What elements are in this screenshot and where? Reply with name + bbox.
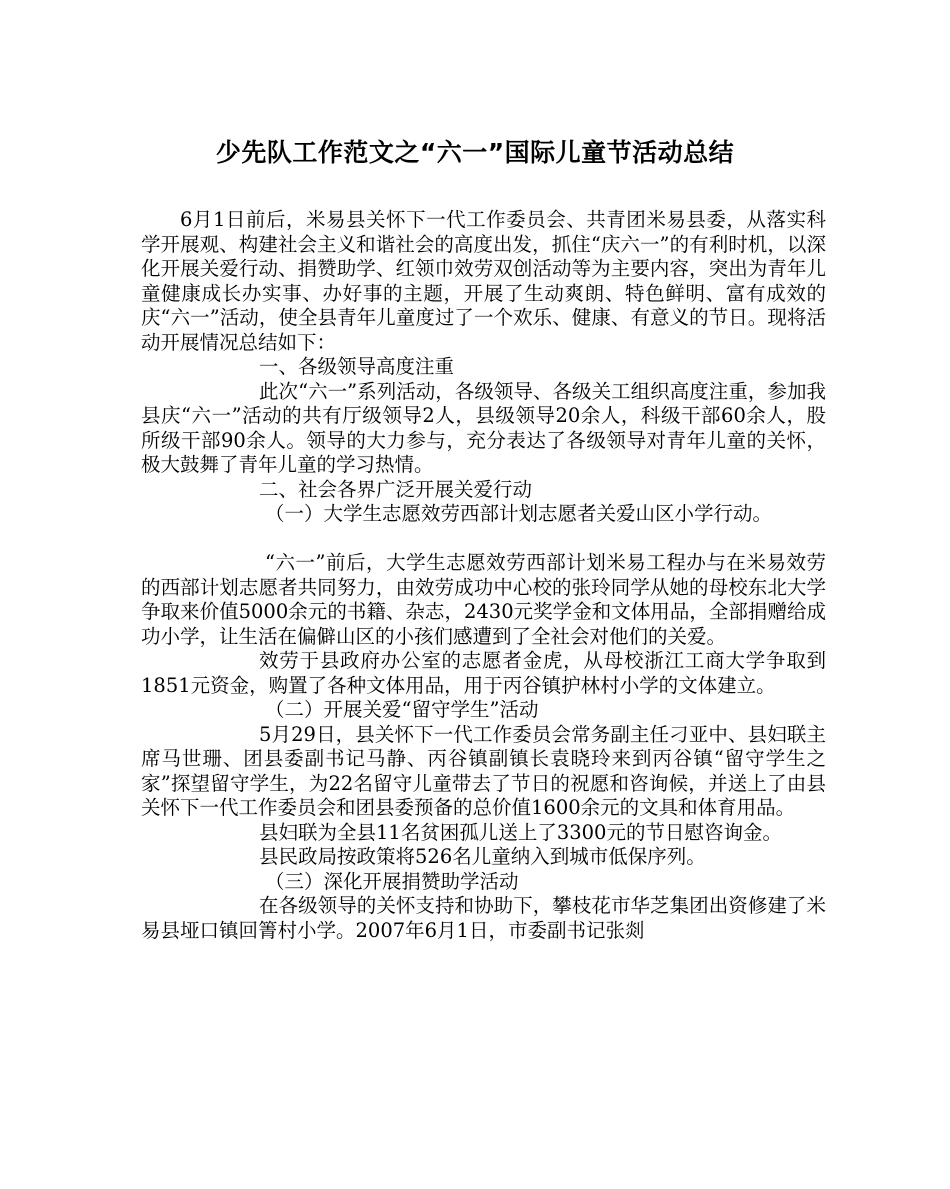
blank-line	[141, 527, 826, 552]
paragraph-civil-affairs: 县民政局按政策将526名儿童纳入到城市低保序列。	[259, 845, 706, 868]
paragraph-intro: 6月1日前后，米易县关怀下一代工作委员会、共青团米易县委，从落实科学开展观、构建社会主义和谐社会的高度出发，抓住“庆六一”的有利时机，以深化开展关爱行动、捐赞助学、红领巾效劳双创活动等为主要内容，突出为青年儿童健康成长办实事、办好事的主题，开展了生动爽朗、特色鲜明、富有成效的庆“六一”活动，使全县青年儿童度过了一个欢乐、健康、有意义的节日。现将活动开展情况总结如下：	[141, 208, 826, 354]
paragraph-leadership: 此次“六一”系列活动，各级领导、各级关工组织高度注重，参加我县庆“六一”活动的共有厅级领导2人，县级领导20余人，科级干部60余人，股所级干部90余人。领导的大力参与，充分表达了各级领导对青年儿童的关怀，极大鼓舞了青年儿童的学习热情。	[141, 379, 826, 476]
paragraph-womens-federation: 县妇联为全县11名贫困孤儿送上了3300元的节日慰咨询金。	[259, 820, 782, 844]
subsection-heading-3: （三）深化开展捐赞助学活动	[265, 869, 519, 893]
document-title: 少先队工作范文之“六一”国际儿童节活动总结	[215, 138, 735, 167]
section-heading-1: 一、各级领导高度注重	[259, 355, 455, 378]
section-heading-2: 二、社会各界广泛开展关爱行动	[259, 477, 533, 501]
subsection-heading-2: （二）开展关爱“留守学生”活动	[265, 698, 539, 721]
paragraph-left-behind: 5月29日，县关怀下一代工作委员会常务副主任刁亚中、县妇联主席马世珊、团县委副书记马静、丙谷镇副镇长袁晓玲来到丙谷镇“留守学生之家”探望留守学生，为22名留守儿童带去了节日的祝愿和咨询候，并送上了由县关怀下一代工作委员会和团县委预备的总价值1600余元的文具和体育用品。	[141, 722, 826, 819]
paragraph-jinhu: 效劳于县政府办公室的志愿者金虎，从母校浙江工商大学争取到1851元资金，购置了各种文体用品，用于丙谷镇护林村小学的文体建立。	[141, 649, 826, 697]
document-body	[141, 208, 826, 943]
paragraph-donations: 在各级领导的关怀支持和协助下，攀枝花市华芝集团出资修建了米易县垭口镇回箐村小学。2007年6月1日，市委副书记张剡	[141, 894, 826, 942]
subsection-heading-1: （一）大学生志愿效劳西部计划志愿者关爱山区小学行动。	[265, 502, 773, 525]
paragraph-volunteers: “六一”前后，大学生志愿效劳西部计划米易工程办与在米易效劳的西部计划志愿者共同努力，由效劳成功中心校的张玲同学从她的母校东北大学争取来价值5000余元的书籍、杂志，2430元奖学金和文体用品，全部捐赠给成功小学，让生活在偏僻山区的小孩们感遭到了全社会对他们的关爱。	[141, 551, 826, 648]
